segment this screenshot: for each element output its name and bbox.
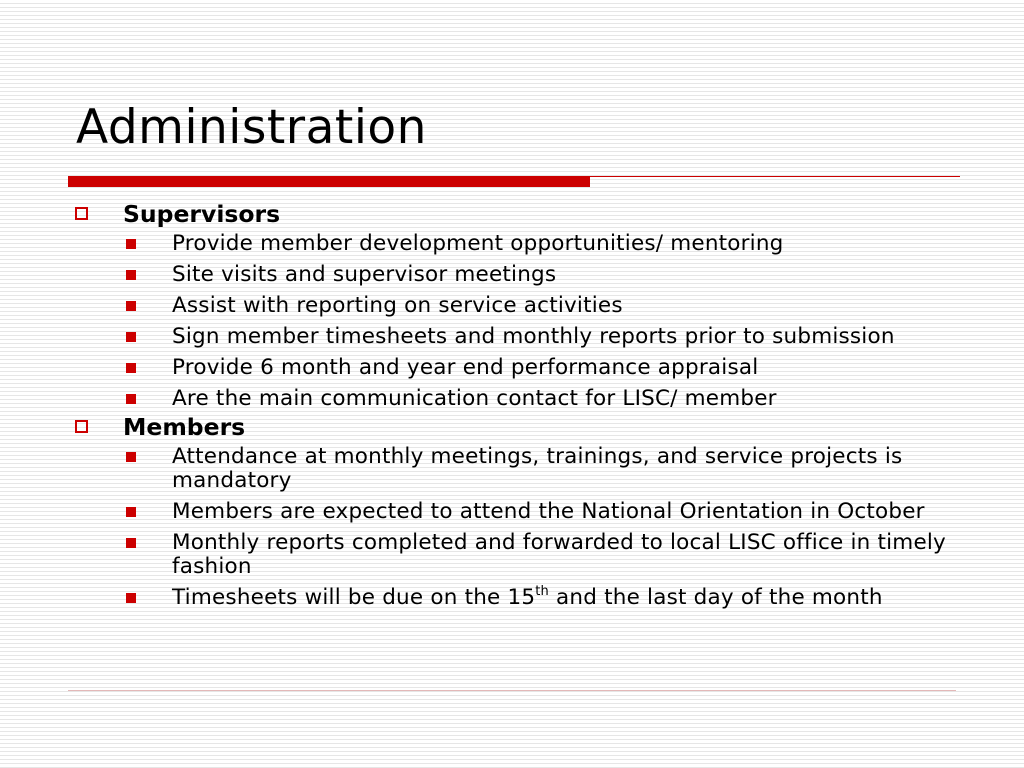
square-bullet-icon (126, 593, 136, 603)
list-item (72, 232, 962, 256)
square-bullet-icon (126, 363, 136, 373)
list-item-text-before: Timesheets will be due on the 15 (172, 585, 536, 610)
list-item-text: Attendance at monthly meetings, trainings, and service projects is mandatory (172, 444, 903, 493)
square-bullet-icon (126, 301, 136, 311)
section-heading-members (72, 413, 962, 441)
square-bullet-icon (126, 507, 136, 517)
list-item-text: Sign member timesheets and monthly reports prior to submission (172, 324, 895, 349)
hollow-square-bullet-icon (75, 207, 88, 220)
list-item (72, 445, 962, 493)
list-item (72, 500, 962, 524)
list-item (72, 263, 962, 287)
square-bullet-icon (126, 452, 136, 462)
list-item (72, 356, 962, 380)
section-heading-label: Supervisors (123, 200, 281, 228)
list-item-text: Site visits and supervisor meetings (172, 262, 557, 287)
footer-divider (68, 690, 956, 691)
square-bullet-icon (126, 538, 136, 548)
section-heading-label: Members (123, 413, 246, 441)
list-item-text: Provide 6 month and year end performance appraisal (172, 355, 759, 380)
list-item (72, 325, 962, 349)
square-bullet-icon (126, 270, 136, 280)
list-item (72, 531, 962, 579)
list-item-text: Assist with reporting on service activities (172, 293, 623, 318)
title-underline-thin (590, 176, 960, 177)
list-item-text-after: and the last day of the month (549, 585, 883, 610)
square-bullet-icon (126, 239, 136, 249)
list-item-text: Are the main communication contact for LISC/ member (172, 386, 777, 411)
title-underline-thick (68, 176, 590, 187)
hollow-square-bullet-icon (75, 420, 88, 433)
list-item-text: Monthly reports completed and forwarded to local LISC office in timely fashion (172, 530, 946, 579)
section-heading-supervisors (72, 200, 962, 228)
bullet-list (72, 198, 962, 610)
list-item (72, 294, 962, 318)
square-bullet-icon (126, 332, 136, 342)
list-item-text: Members are expected to attend the National Orientation in October (172, 499, 925, 524)
list-item (72, 387, 962, 411)
slide-title: Administration (76, 100, 427, 155)
list-item (72, 586, 962, 610)
list-item-text (172, 585, 883, 610)
square-bullet-icon (126, 394, 136, 404)
list-item-text: Provide member development opportunities/ mentoring (172, 231, 784, 256)
superscript-ordinal: th (535, 584, 549, 599)
